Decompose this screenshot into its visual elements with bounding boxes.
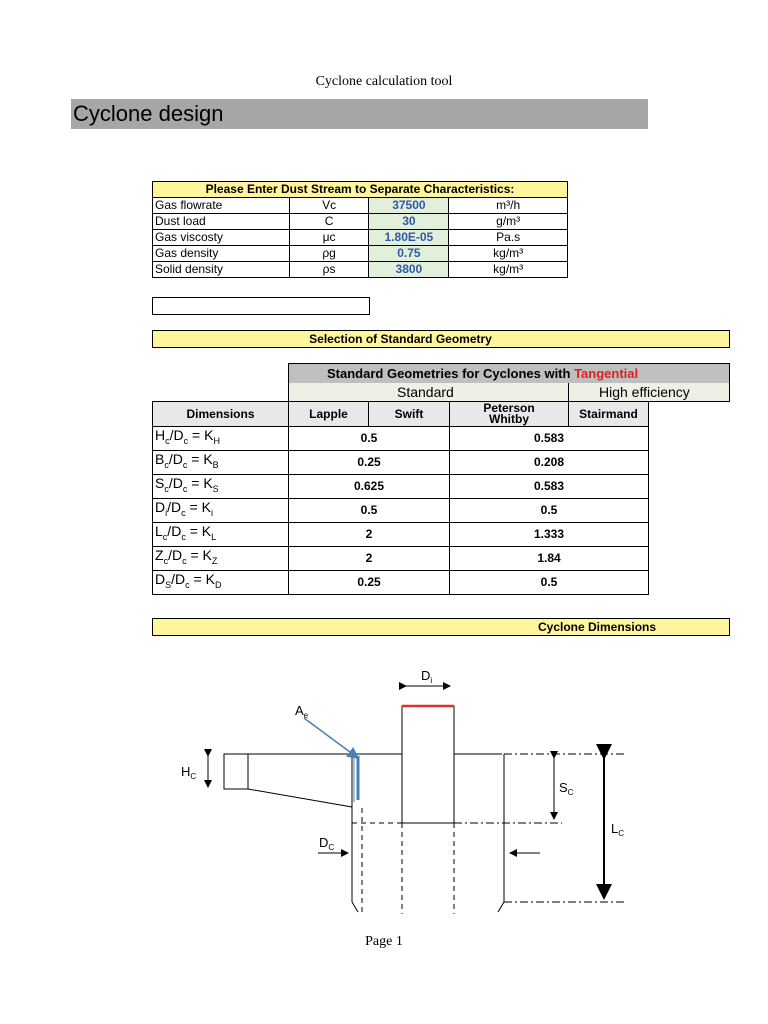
peterson-whitby-value: 1.84 [450, 547, 649, 571]
param-unit: g/m³ [449, 214, 568, 230]
table-row [153, 571, 649, 595]
selection-bar-label: Selection of Standard Geometry [309, 332, 492, 346]
table-row [153, 499, 649, 523]
col-stairmand: Stairmand [569, 402, 649, 427]
table-row [153, 198, 568, 214]
geometry-table [152, 401, 649, 595]
page-footer: Page 1 [365, 934, 403, 949]
col-dimensions: Dimensions [153, 402, 289, 427]
solid-density-input[interactable]: 3800 [369, 262, 449, 278]
param-symbol: ρg [289, 246, 369, 262]
gas-density-input[interactable]: 0.75 [369, 246, 449, 262]
table-row [153, 547, 649, 571]
high-efficiency-label: High efficiency [599, 384, 690, 400]
peterson-whitby-value: 0.583 [450, 475, 649, 499]
table-row [153, 214, 568, 230]
param-unit: m³/h [449, 198, 568, 214]
table-row [153, 427, 649, 451]
geometry-title-text: Standard Geometries for Cyclones with [327, 366, 575, 381]
table-row [153, 475, 649, 499]
standard-label: Standard [397, 384, 454, 400]
geometry-group-row [288, 383, 730, 402]
input-table [152, 181, 568, 278]
param-name: Solid density [153, 262, 290, 278]
standard-value: 0.5 [289, 499, 450, 523]
dimension-ratio: $Z_c/D_c = K_Z$ [153, 547, 289, 571]
col-swift: Swift [369, 402, 450, 427]
label-lc: $L_C$ [611, 821, 625, 838]
param-name: Gas density [153, 246, 290, 262]
page-title: Cyclone design [73, 101, 224, 126]
selection-bar [152, 330, 730, 348]
standard-value: 0.25 [289, 451, 450, 475]
peterson-whitby-value: 0.5 [450, 499, 649, 523]
standard-value: 0.25 [289, 571, 450, 595]
dust-load-input[interactable]: 30 [369, 214, 449, 230]
param-name: Gas viscosty [153, 230, 290, 246]
dimension-ratio: $D_i/D_c = K_i$ [153, 499, 289, 523]
param-symbol: μc [289, 230, 369, 246]
geometry-title-highlight: Tangential [574, 366, 639, 381]
table-row [153, 230, 568, 246]
param-symbol: ρs [289, 262, 369, 278]
dimension-ratio: $D_S/D_c = K_D$ [153, 571, 289, 595]
label-ae: $A_e$ [295, 703, 309, 720]
label-hc: $H_C$ [181, 764, 197, 781]
table-row [153, 523, 649, 547]
col-lapple: Lapple [289, 402, 369, 427]
cyclone-diagram [170, 660, 640, 916]
vortex-finder [402, 706, 454, 823]
group-divider [568, 383, 569, 401]
col-peterson-whitby [450, 402, 569, 427]
standard-value: 0.625 [289, 475, 450, 499]
dimension-ratio: $L_c/D_c = K_L$ [153, 523, 289, 547]
pw-line1: Peterson [483, 401, 535, 415]
inlet-area-pointer [304, 718, 358, 758]
input-table-heading: Please Enter Dust Stream to Separate Characteristics: [153, 182, 568, 198]
inlet-flange [224, 754, 248, 789]
peterson-whitby-value: 0.583 [450, 427, 649, 451]
empty-input-box[interactable] [152, 297, 370, 315]
pw-line2: Whitby [489, 412, 529, 426]
label-di: $D_i$ [421, 668, 433, 685]
dimension-ratio: $H_c/D_c = K_H$ [153, 427, 289, 451]
dimension-ratio: $S_c/D_c = K_S$ [153, 475, 289, 499]
peterson-whitby-value: 1.333 [450, 523, 649, 547]
peterson-whitby-value: 0.5 [450, 571, 649, 595]
param-name: Gas flowrate [153, 198, 290, 214]
param-unit: kg/m³ [449, 262, 568, 278]
standard-value: 0.5 [289, 427, 450, 451]
param-unit: kg/m³ [449, 246, 568, 262]
gas-flowrate-input[interactable]: 37500 [369, 198, 449, 214]
dimensions-bar [152, 618, 730, 636]
geometry-title [288, 363, 730, 385]
label-sc: $S_C$ [559, 780, 574, 797]
param-name: Dust load [153, 214, 290, 230]
standard-value: 2 [289, 523, 450, 547]
param-symbol: C [289, 214, 369, 230]
dimensions-bar-label: Cyclone Dimensions [538, 620, 657, 634]
table-row [153, 451, 649, 475]
param-unit: Pa.s [449, 230, 568, 246]
inlet-taper [248, 789, 352, 807]
dimension-ratio: $B_c/D_c = K_B$ [153, 451, 289, 475]
label-dc: $D_C$ [319, 835, 335, 852]
table-row [153, 246, 568, 262]
table-row [153, 262, 568, 278]
param-symbol: Vc [289, 198, 369, 214]
page-header: Cyclone calculation tool [315, 74, 453, 89]
gas-viscosity-input[interactable]: 1.80E-05 [369, 230, 449, 246]
table-header-row [153, 402, 649, 427]
peterson-whitby-value: 0.208 [450, 451, 649, 475]
standard-value: 2 [289, 547, 450, 571]
